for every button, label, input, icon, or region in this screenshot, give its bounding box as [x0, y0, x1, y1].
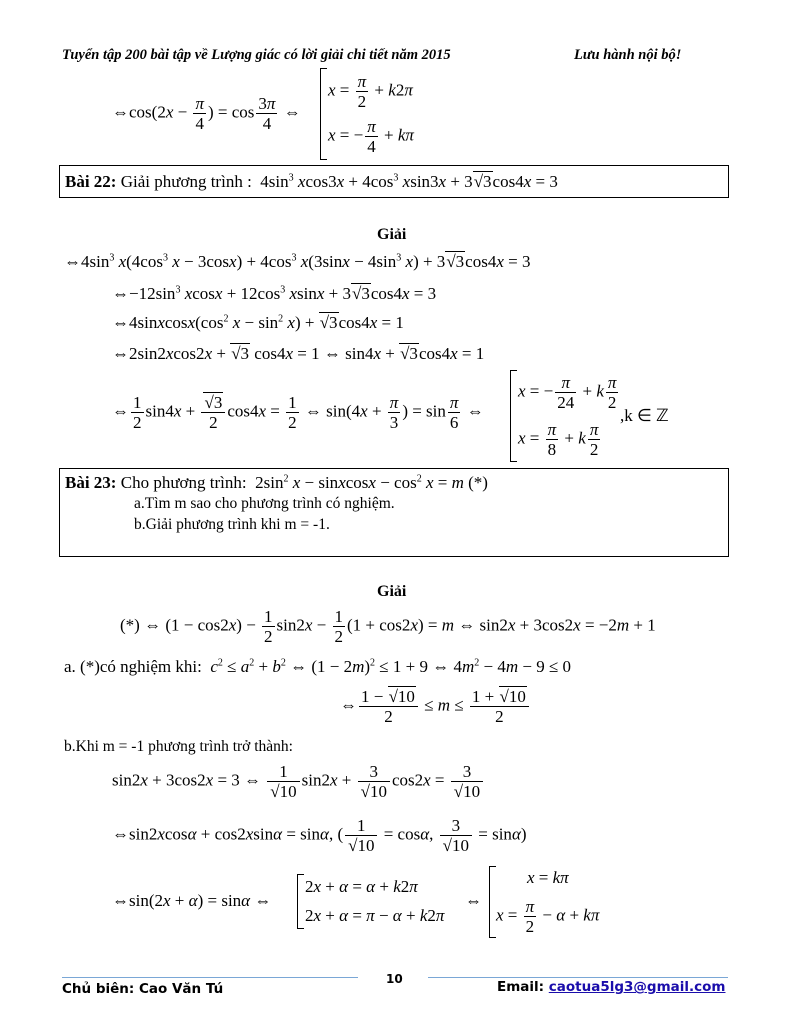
step-22-4: ⇔2sin2xcos2x + √3 cos4x = 1 ⇔ sin4x + √3cos4x = 1 — [112, 344, 485, 363]
step-23-b-1: sin2x + 3cos2x = 3 ⇔ $\frac{1}{√10}$ sin2x + $\frac{3}{√10}$ cos2x = $\frac{3}{√10}$ — [112, 762, 485, 801]
step-23-b-3: ⇔sin(2x + α) = sinα ⇔ — [112, 891, 272, 910]
step-23-bracket-2 — [489, 866, 490, 938]
problem-23-part-a: a.Tìm m sao cho phương trình có nghiệm. — [134, 495, 395, 512]
email-link[interactable]: caotua5lg3@gmail.com — [548, 979, 726, 995]
solution-22-line-2: x = $\frac{\pi}{8}$ + k $\frac{\pi}{2}$ — [518, 420, 599, 459]
footer-rule-right — [428, 977, 728, 978]
problem-23-prompt: Cho phương trình: — [120, 473, 247, 492]
problem-23-tag: (*) — [468, 473, 488, 492]
equation-cos-equal: ⇔cos(2x − $\frac{\pi}{4}$ ) = cos $\frac{3\pi}{4}$ ⇔ — [112, 94, 301, 133]
step-22-1: $\Leftrightarrow 4\sin^3$ $x(4\cos^3$ $x - 3\cos x) + 4\cos^3$ $x(3\sin x - 4\sin^3$ x) + 3√3cos4x = 3 — [64, 252, 531, 271]
editor-credit: Chủ biên: Cao Văn Tú — [62, 981, 224, 997]
footer-rule-left — [62, 977, 358, 978]
integer-set: ,k ∈ ℤ — [620, 406, 669, 425]
problem-23-statement: Bài 23: Cho phương trình: $2\sin^2$ x − sinxcosx − $\cos^2 x = m$ (*) — [65, 473, 488, 492]
solution-22-bracket — [510, 370, 511, 462]
step-23-b-2: ⇔sin2xcosα + cos2xsinα = sinα, ( $\frac{1}{√10}$ = cosα, $\frac{3}{√10}$ = sinα) — [112, 816, 527, 855]
page-number: 10 — [386, 972, 403, 986]
problem-22-prompt: Giải phương trình : — [120, 172, 252, 191]
step-23-bracket-1 — [297, 874, 298, 929]
step-22-5: ⇔ $\frac{1}{2}$ sin4x + $\frac{√3}{2}$ cos4x = $\frac{1}{2}$ ⇔ sin(4x + $\frac{\pi}{3}$ ) = sin $\frac{\pi}{6}$ ⇔ — [112, 393, 484, 432]
solution-heading-22: Giải — [377, 226, 407, 243]
solution-line-1: x = $\frac{\pi}{2}$ + k2π — [328, 72, 413, 111]
problem-22-label: Bài 22: — [65, 172, 117, 191]
solution-22-line-1: x = − $\frac{\pi}{24}$ + k $\frac{\pi}{2}$ — [518, 373, 617, 412]
problem-22-statement: Bài 22: Giải phương trình : $4\sin^3$ $xcos3x + 4\cos^3$ xsin3x + 3√3cos4x = 3 — [65, 172, 558, 191]
email-label: Email: — [497, 979, 545, 995]
step-23-1: (*) ⇔ (1 − cos2x) − $\frac{1}{2}$ sin2x − $\frac{1}{2}$ (1 + cos2x) = m ⇔ sin2x + 3cos2x = −2m + 1 — [120, 607, 656, 646]
step-23-case-1: 2x + α = α + k2π — [305, 877, 418, 896]
part-b-intro: b.Khi m = -1 phương trình trở thành: — [64, 738, 293, 755]
header-note: Lưu hành nội bộ! — [574, 47, 682, 63]
footer-email — [497, 979, 725, 995]
final-solution-2: x = $\frac{\pi}{2}$ − α + kπ — [496, 897, 600, 936]
solution-heading-23: Giải — [377, 583, 407, 600]
step-22-2: $\Leftrightarrow-12\sin^3$ $xcosx + 12\cos^3$ xsinx + 3√3cos4x = 3 — [112, 284, 437, 303]
header-title: Tuyển tập 200 bài tập về Lượng giác có lời giải chi tiết năm 2015 — [62, 47, 451, 63]
final-solution-1: x = kπ — [527, 868, 569, 887]
equivalence-arrow: ⇔ — [465, 891, 482, 910]
solution-bracket — [320, 68, 321, 160]
step-23-case-2: 2x + α = π − α + k2π — [305, 906, 445, 925]
step-23-a-result: ⇔ $\frac{1 - √10}{2}$ ≤ m ≤ $\frac{1 + √10}{2}$ — [340, 687, 531, 726]
solution-line-2: x = − $\frac{\pi}{4}$ + kπ — [328, 117, 414, 156]
problem-23-part-b: b.Giải phương trình khi m = -1. — [134, 516, 330, 533]
step-22-3: $\Leftrightarrow 4sinxcosx(\cos^2$ $x - \sin^2 x) + √3\cos 4x = 1$ — [112, 313, 404, 332]
condition-text: a. (*)có nghiệm khi: — [64, 657, 202, 676]
problem-23-label: Bài 23: — [65, 473, 117, 492]
step-23-a: a. (*)có nghiệm khi: $c^2 \le a^2 + b^2$ ⇔ $(1 - 2m)^2 \le 1 + 9$ ⇔ $4m^2 - 4m - 9 \le 0$ — [64, 657, 572, 676]
